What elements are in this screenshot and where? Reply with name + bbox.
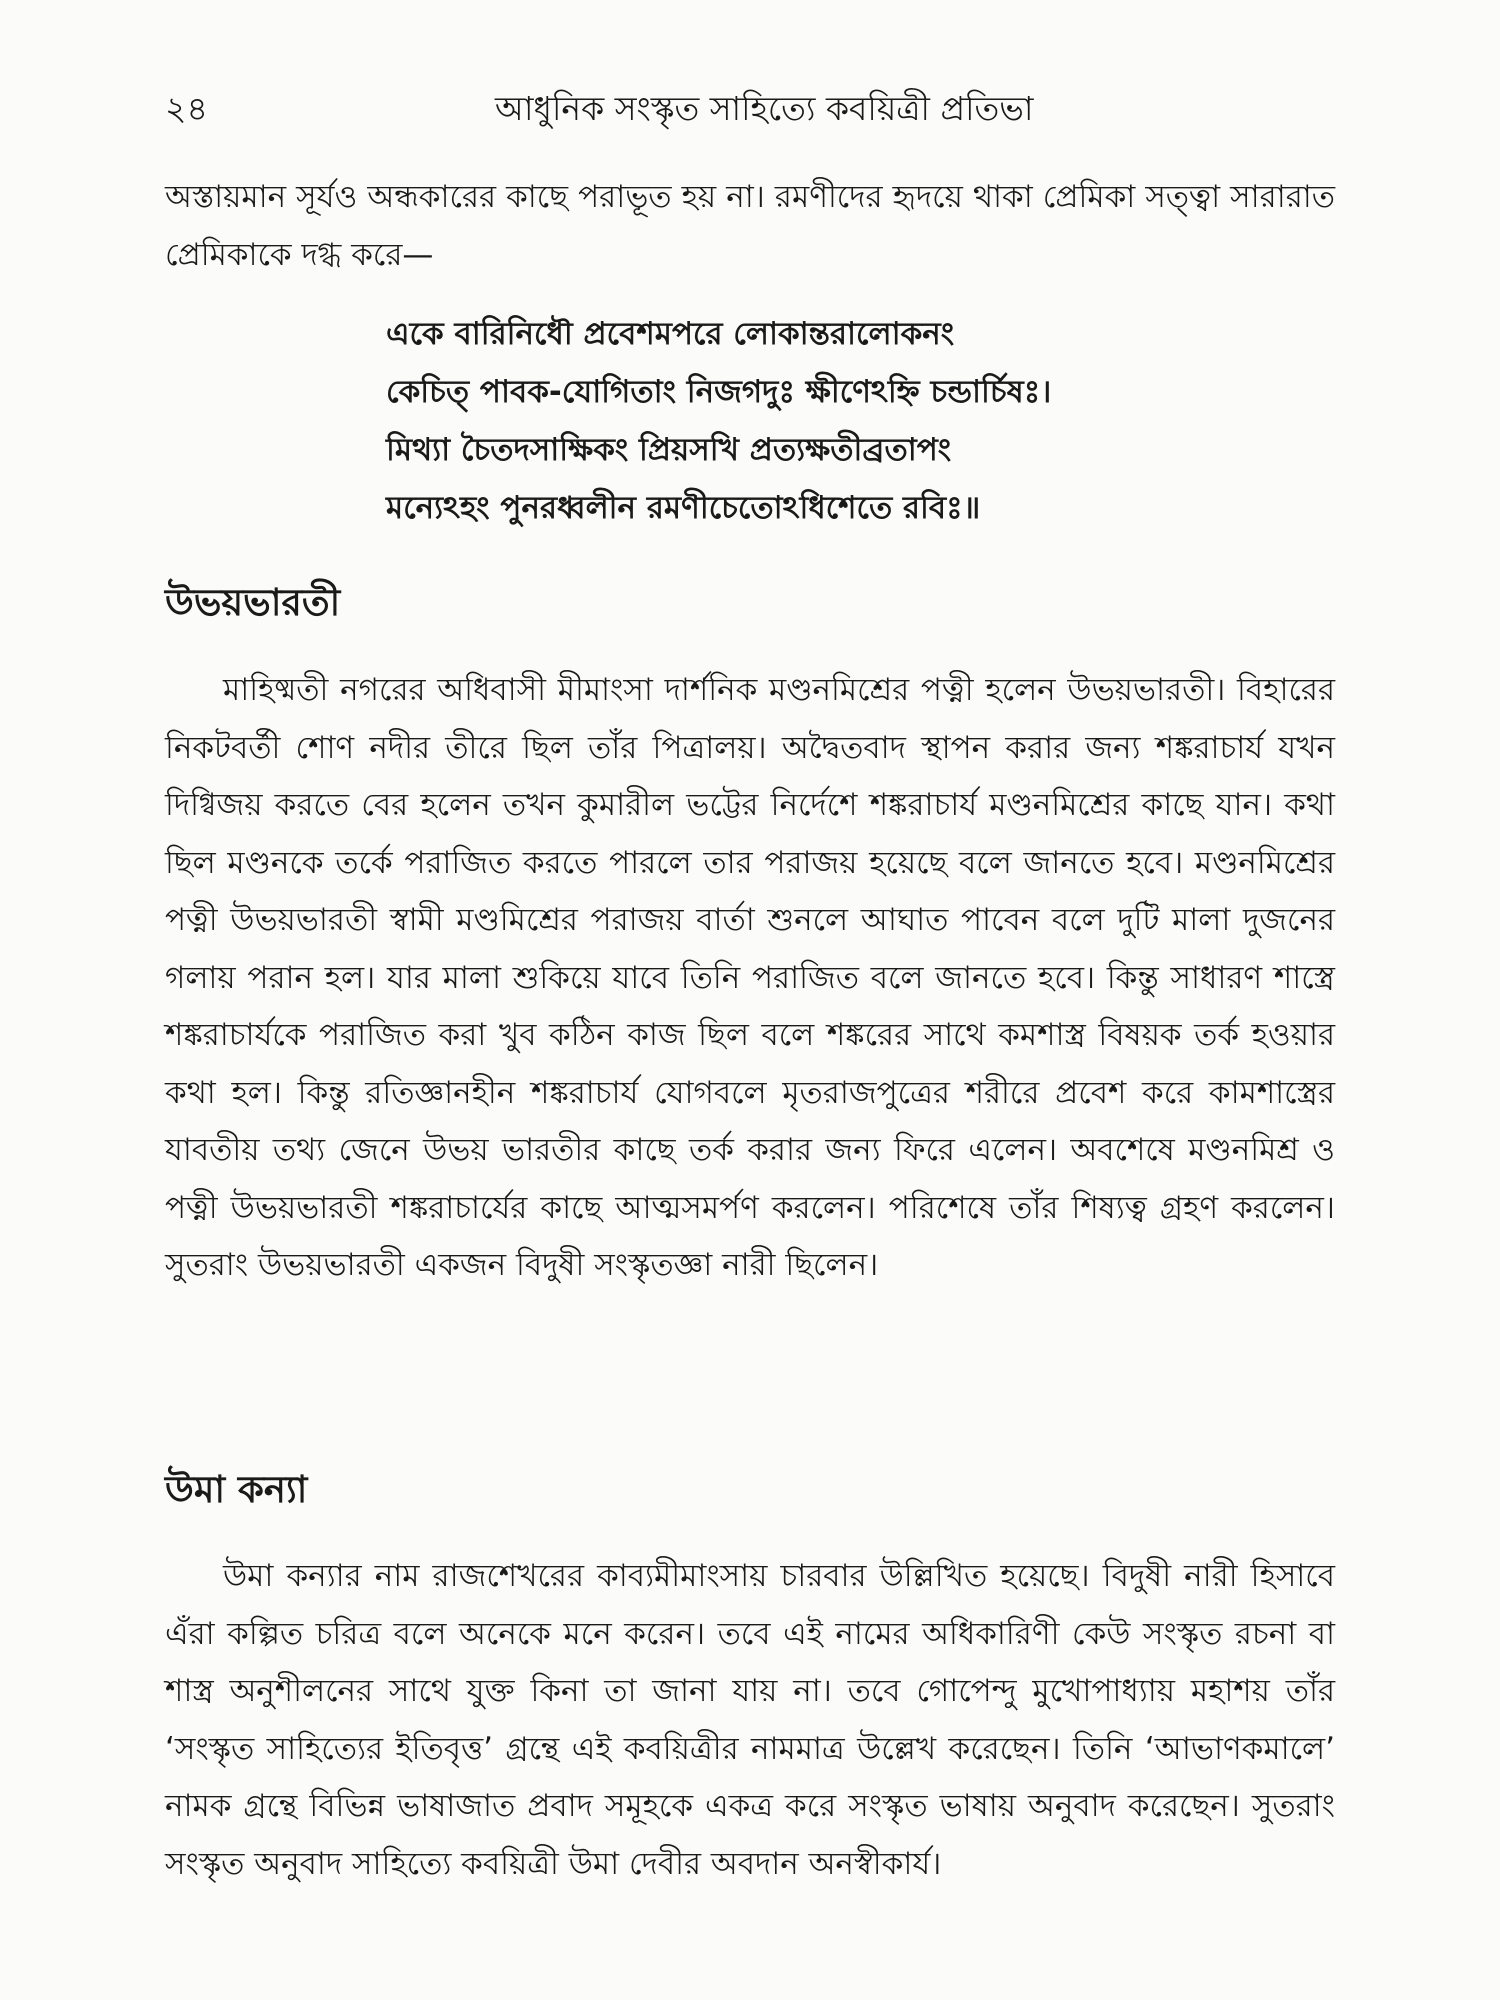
section-paragraph-uma-kanya: উমা কন্যার নাম রাজশেখরের কাব্যমীমাংসায় চারবার উল্লিখিত হয়েছে। বিদুষী নারী হিসাবে এঁরা কল্পিত চরিত্র বলে অনেকে মনে করেন। তবে এই নামের অধিকারিণী কেউ সংস্কৃত রচনা বা শাস্ত্র অনুশীলনের সাথে যুক্ত কিনা তা জানা যায় না। তবে গোপেন্দু মুখোপাধ্যায় মহাশয় তাঁর ‘সংস্কৃত সাহিত্যের ইতিবৃত্ত’ গ্রন্থে এই কবয়িত্রীর নামমাত্র উল্লেখ করেছেন। তিনি ‘আভাণকমালে’ নামক গ্রন্থে বিভিন্ন ভাষাজাত প্রবাদ সমূহকে একত্র করে সংস্কৃত ভাষায় অনুবাদ করেছেন। সুতরাং সংস্কৃত অনুবাদ সাহিত্যে কবয়িত্রী উমা দেবীর অবদান অনস্বীকার্য। [165,1558,1335,1882]
section-paragraph-ubhaybharati: মাহিষ্মতী নগরের অধিবাসী মীমাংসা দার্শনিক মণ্ডনমিশ্রের পত্নী হলেন উভয়ভারতী। বিহারের নিকটবর্তী শোণ নদীর তীরে ছিল তাঁর পিত্রালয়। অদ্বৈতবাদ স্থাপন করার জন্য শঙ্করাচার্য যখন দিগ্বিজয় করতে বের হলেন তখন কুমারীল ভট্টের নির্দেশে শঙ্করাচার্য মণ্ডনমিশ্রের কাছে যান। কথা ছিল মণ্ডনকে তর্কে পরাজিত করতে পারলে তার পরাজয় হয়েছে বলে জানতে হবে। মণ্ডনমিশ্রের পত্নী উভয়ভারতী স্বামী মণ্ডমিশ্রের পরাজয় বার্তা শুনলে আঘাত পাবেন বলে দুটি মালা দুজনের গলায় পরান হল। যার মালা শুকিয়ে যাবে তিনি পরাজিত বলে জানতে হবে। কিন্তু সাধারণ শাস্ত্রে শঙ্করাচার্যকে পরাজিত করা খুব কঠিন কাজ ছিল বলে শঙ্করের সাথে কমশাস্ত্র বিষয়ক তর্ক হওয়ার কথা হল। কিন্তু রতিজ্ঞানহীন শঙ্করাচার্য যোগবলে মৃতরাজপুত্রের শরীরে প্রবেশ করে কামশাস্ত্রের যাবতীয় তথ্য জেনে উভয় ভারতীর কাছে তর্ক করার জন্য ফিরে এলেন। অবশেষে মণ্ডনমিশ্র ও পত্নী উভয়ভারতী শঙ্করাচার্যের কাছে আত্মসমর্পণ করলেন। পরিশেষে তাঁর শিষ্যত্ব গ্রহণ করলেন। সুতরাং উভয়ভারতী একজন বিদুষী সংস্কৃতজ্ঞা নারী ছিলেন। [165,672,1335,1283]
page-number: ২৪ [165,89,208,128]
verse-line: একে বারিনিধৌ প্রবেশমপরে লোকান্তরালোকনং [386,316,955,352]
section-heading-uma-kanya: উমা কন্যা [165,1468,308,1511]
running-title: আধুনিক সংস্কৃত সাহিত্যে কবয়িত্রী প্রতিভা [495,89,1034,128]
verse-line: মিথ্যা চৈতদসাক্ষিকং প্রিয়সখি প্রত্যক্ষতীব্রতাপং [386,432,952,468]
section-heading-ubhaybharati: উভয়ভারতী [165,581,341,624]
sanskrit-verse [386,305,1326,537]
page-header [165,86,1330,132]
intro-paragraph: অস্তায়মান সূর্যও অন্ধকারের কাছে পরাভূত হয় না। রমণীদের হৃদয়ে থাকা প্রেমিকা সত্ত্বা সারারাত প্রেমিকাকে দগ্ধ করে— [165,179,1335,273]
verse-line: মন্যেঽহং পুনরধ্বলীন রমণীচেতোঽধিশেতে রবিঃ॥ [386,490,981,526]
verse-line: কেচিত্ পাবক-যোগিতাং নিজগদুঃ ক্ষীণেঽহ্নি চন্ডার্চিষঃ। [386,374,1052,410]
